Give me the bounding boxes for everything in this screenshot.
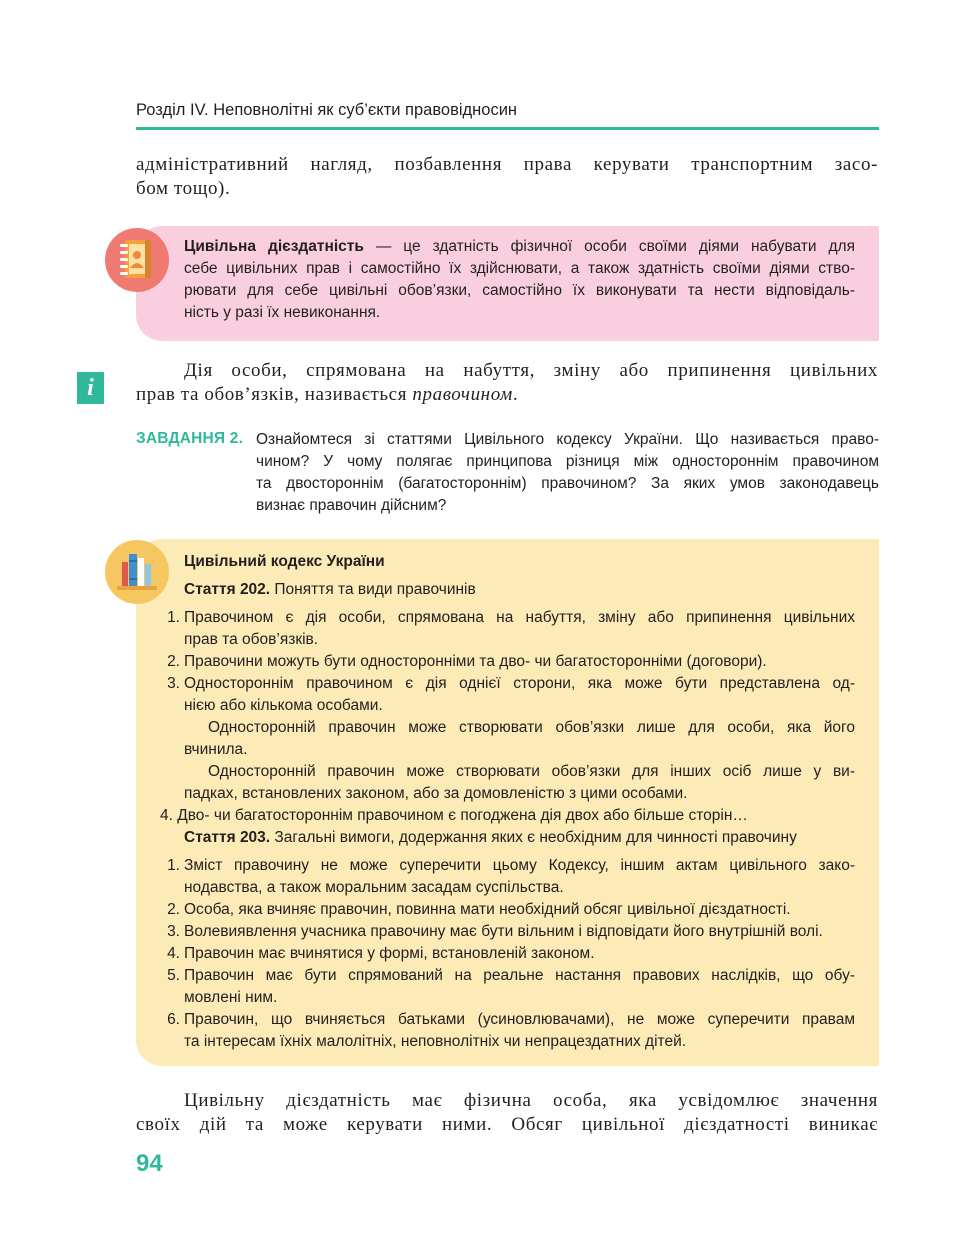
intro-line: бом тощо). [136, 178, 231, 199]
books-icon [105, 540, 169, 604]
sub-paragraph: Односторонній правочин може створювати обов’язки для інших осіб лише у ви- падках, встановлених законом, або за домовленістю з цими особами. [184, 763, 855, 802]
definition-line: ність у разі їх невиконання. [184, 304, 381, 321]
article-202-heading: Стаття 202. Поняття та види правочинів [184, 581, 476, 598]
list-item: 4. Дво- чи багатостороннім правочином є погоджена дія двох або більше сторін… [160, 807, 748, 824]
paragraph-line: своїх дій та може керувати ними. Обсяг цивільної дієздатності виникає [136, 1114, 878, 1135]
task-line: Ознайомтеся зі статтями Цивільного кодексу України. Що називається право- [256, 431, 879, 448]
chapter-header: Розділ IV. Неповнолітні як суб’єкти правовідносин [136, 101, 518, 119]
task-line: чином? У чому полягає принципова різниця між одностороннім правочином [256, 453, 879, 470]
page-number: 94 [136, 1150, 163, 1177]
task-label: ЗАВДАННЯ 2. [136, 430, 244, 447]
definition-line: Цивільна дієздатність — це здатність фізичної особи своїми діями набувати для [184, 238, 855, 255]
paragraph-line: прав та обов’язків, називається правочином. [136, 384, 519, 405]
code-title: Цивільний кодекс України [184, 553, 385, 570]
sub-paragraph: Односторонній правочин може створювати обов’язки лише для особи, яка його вчинила. [184, 719, 855, 758]
definition-text [184, 236, 855, 324]
definition-line: рювати для себе цивільні обов’язки, самостійно їх виконувати та нести відповідаль- [184, 282, 855, 299]
task-text [256, 429, 879, 517]
definition-line: себе цивільних прав і самостійно їх здійснювати, а також здатність своїми діями ство- [184, 260, 855, 277]
intro-paragraph [136, 153, 878, 201]
legal-act-paragraph [136, 359, 878, 407]
paragraph-line: Цивільну дієздатність має фізична особа, яка усвідомлює значення [184, 1090, 878, 1111]
capacity-paragraph [136, 1089, 878, 1137]
paragraph-line: Дія особи, спрямована на набуття, зміну або припинення цивільних [184, 360, 878, 381]
task-line: та двостороннім (багатостороннім) правочином? За яких умов законодавець [256, 475, 879, 492]
definition-term: Цивільна дієздатність [184, 238, 364, 255]
emphasis-term: правочином [412, 384, 513, 405]
intro-line: адміністративний нагляд, позбавлення права керувати транспортним засо- [136, 154, 878, 175]
header-rule [136, 127, 879, 130]
info-icon: i [77, 372, 104, 404]
article-203-heading: Стаття 203. Загальні вимоги, додержання яких є необхідним для чинності правочину [184, 829, 797, 846]
notebook-icon [105, 228, 169, 292]
task-line: визнає правочин дійсним? [256, 497, 447, 514]
